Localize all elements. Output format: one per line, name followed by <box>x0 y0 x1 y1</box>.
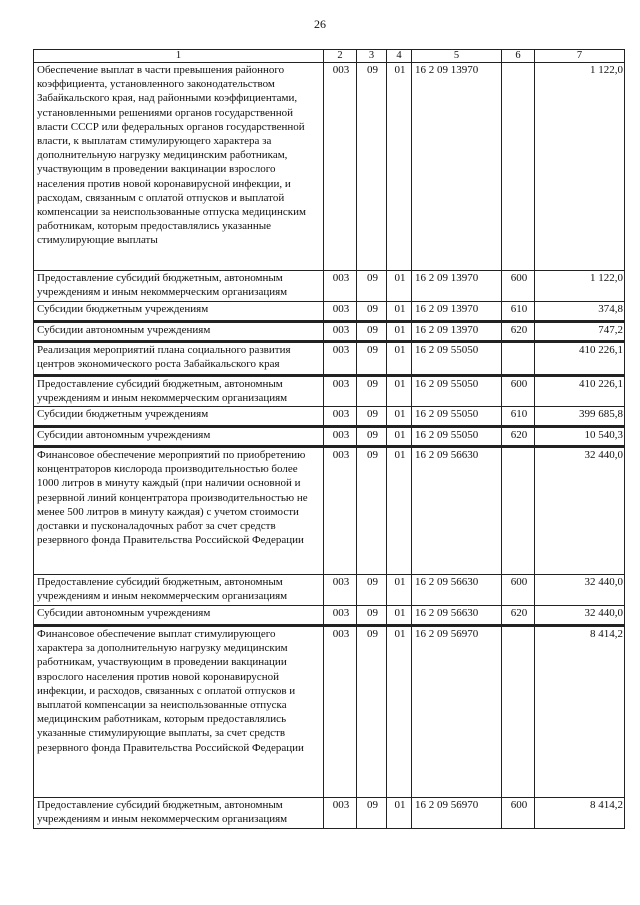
cell-name: Предоставление субсидий бюджетным, автономным учреждениям и иным некоммерческим организациям <box>34 271 324 302</box>
table-row <box>34 606 625 626</box>
budget-table <box>33 49 625 829</box>
table-row <box>34 271 625 302</box>
cell-vr: 610 <box>502 407 535 427</box>
cell-csr: 16 2 09 55050 <box>412 342 502 376</box>
table-row <box>34 427 625 447</box>
header-col-2: 2 <box>324 50 357 63</box>
cell-pr: 01 <box>387 626 412 798</box>
cell-rz: 09 <box>357 798 387 829</box>
cell-pr: 01 <box>387 427 412 447</box>
cell-vr <box>502 626 535 798</box>
cell-sum: 8 414,2 <box>535 798 625 829</box>
table-row <box>34 575 625 606</box>
cell-pr: 01 <box>387 798 412 829</box>
cell-gr: 003 <box>324 376 357 407</box>
cell-rz: 09 <box>357 626 387 798</box>
cell-csr: 16 2 09 13970 <box>412 271 502 302</box>
cell-sum: 410 226,1 <box>535 376 625 407</box>
cell-sum: 399 685,8 <box>535 407 625 427</box>
cell-pr: 01 <box>387 271 412 302</box>
cell-name: Предоставление субсидий бюджетным, автономным учреждениям и иным некоммерческим организациям <box>34 798 324 829</box>
table-row <box>34 407 625 427</box>
cell-csr: 16 2 09 55050 <box>412 407 502 427</box>
cell-sum: 10 540,3 <box>535 427 625 447</box>
cell-sum: 410 226,1 <box>535 342 625 376</box>
cell-rz: 09 <box>357 271 387 302</box>
cell-gr: 003 <box>324 427 357 447</box>
cell-name: Финансовое обеспечение мероприятий по приобретению концентраторов кислорода производительностью более 1000 литров в минуту каждый (при наличии основной и резервной линий концентратора производительностью не менее 500 литров в минуту каждая) с учетом стоимости доставки и пусконаладочных работ за счет средств резервного фонда Правительства Российской Федерации <box>34 447 324 575</box>
cell-sum: 32 440,0 <box>535 606 625 626</box>
cell-csr: 16 2 09 56630 <box>412 447 502 575</box>
cell-rz: 09 <box>357 575 387 606</box>
header-col-5: 5 <box>412 50 502 63</box>
cell-name: Субсидии автономным учреждениям <box>34 606 324 626</box>
cell-rz: 09 <box>357 376 387 407</box>
cell-vr: 620 <box>502 427 535 447</box>
cell-gr: 003 <box>324 322 357 342</box>
cell-csr: 16 2 09 55050 <box>412 427 502 447</box>
page-number: 26 <box>314 17 326 31</box>
cell-pr: 01 <box>387 302 412 322</box>
cell-csr: 16 2 09 13970 <box>412 322 502 342</box>
cell-rz: 09 <box>357 427 387 447</box>
cell-vr <box>502 63 535 271</box>
table-row <box>34 626 625 798</box>
cell-sum: 1 122,0 <box>535 271 625 302</box>
cell-csr: 16 2 09 56970 <box>412 798 502 829</box>
table-row <box>34 798 625 829</box>
cell-gr: 003 <box>324 447 357 575</box>
cell-gr: 003 <box>324 63 357 271</box>
cell-sum: 32 440,0 <box>535 575 625 606</box>
cell-gr: 003 <box>324 342 357 376</box>
cell-gr: 003 <box>324 271 357 302</box>
cell-vr: 600 <box>502 575 535 606</box>
cell-vr: 600 <box>502 271 535 302</box>
cell-name: Обеспечение выплат в части превышения районного коэффициента, установленного законодательством Забайкальского края, над районными коэффициентами, установленными решениями органов государственной власти СССР или федеральных органов государственной власти, к выплатам стимулирующего характера за дополнительную нагрузку медицинским работникам, участвующим в проведении вакцинации взрослого населения против новой коронавирусной инфекции, и расходам, связанным с оплатой отпусков и выплатой компенсации за неиспользованные отпуска медицинским работникам, которым предоставлялись указанные стимулирующие выплаты <box>34 63 324 271</box>
cell-name: Субсидии автономным учреждениям <box>34 322 324 342</box>
cell-gr: 003 <box>324 798 357 829</box>
cell-csr: 16 2 09 13970 <box>412 63 502 271</box>
cell-vr: 620 <box>502 606 535 626</box>
header-col-1: 1 <box>34 50 324 63</box>
header-col-7: 7 <box>535 50 625 63</box>
cell-csr: 16 2 09 56970 <box>412 626 502 798</box>
cell-csr: 16 2 09 56630 <box>412 606 502 626</box>
header-col-6: 6 <box>502 50 535 63</box>
cell-name: Субсидии автономным учреждениям <box>34 427 324 447</box>
table-row <box>34 322 625 342</box>
cell-name: Финансовое обеспечение выплат стимулирующего характера за дополнительную нагрузку медицинским работникам, участвующим в проведении вакцинации взрослого населения против новой коронавирусной инфекции, и расходов, связанных с оплатой отпусков и выплатой компенсации за неиспользованные отпуска медицинским работникам, которым предоставлялись указанные стимулирующие выплаты, за счет средств резервного фонда Правительства Российской Федерации <box>34 626 324 798</box>
cell-vr: 620 <box>502 322 535 342</box>
table-row <box>34 302 625 322</box>
header-col-4: 4 <box>387 50 412 63</box>
cell-rz: 09 <box>357 606 387 626</box>
cell-name: Предоставление субсидий бюджетным, автономным учреждениям и иным некоммерческим организациям <box>34 575 324 606</box>
cell-pr: 01 <box>387 606 412 626</box>
cell-sum: 1 122,0 <box>535 63 625 271</box>
cell-vr: 600 <box>502 376 535 407</box>
cell-csr: 16 2 09 56630 <box>412 575 502 606</box>
cell-gr: 003 <box>324 407 357 427</box>
cell-csr: 16 2 09 55050 <box>412 376 502 407</box>
cell-vr: 600 <box>502 798 535 829</box>
cell-pr: 01 <box>387 376 412 407</box>
table-row <box>34 447 625 575</box>
cell-sum: 8 414,2 <box>535 626 625 798</box>
cell-pr: 01 <box>387 63 412 271</box>
cell-sum: 747,2 <box>535 322 625 342</box>
cell-gr: 003 <box>324 302 357 322</box>
cell-pr: 01 <box>387 447 412 575</box>
cell-sum: 374,8 <box>535 302 625 322</box>
table-row <box>34 342 625 376</box>
cell-pr: 01 <box>387 575 412 606</box>
cell-name: Субсидии бюджетным учреждениям <box>34 302 324 322</box>
cell-gr: 003 <box>324 606 357 626</box>
cell-vr <box>502 447 535 575</box>
cell-rz: 09 <box>357 302 387 322</box>
cell-name: Реализация мероприятий плана социального развития центров экономического роста Забайкальского края <box>34 342 324 376</box>
cell-rz: 09 <box>357 407 387 427</box>
table-row <box>34 63 625 271</box>
header-col-3: 3 <box>357 50 387 63</box>
header-row <box>34 50 625 63</box>
cell-rz: 09 <box>357 342 387 376</box>
cell-name: Субсидии бюджетным учреждениям <box>34 407 324 427</box>
cell-pr: 01 <box>387 407 412 427</box>
cell-csr: 16 2 09 13970 <box>412 302 502 322</box>
cell-vr: 610 <box>502 302 535 322</box>
cell-rz: 09 <box>357 322 387 342</box>
cell-gr: 003 <box>324 575 357 606</box>
cell-gr: 003 <box>324 626 357 798</box>
cell-vr <box>502 342 535 376</box>
cell-rz: 09 <box>357 63 387 271</box>
cell-pr: 01 <box>387 322 412 342</box>
cell-name: Предоставление субсидий бюджетным, автономным учреждениям и иным некоммерческим организациям <box>34 376 324 407</box>
cell-sum: 32 440,0 <box>535 447 625 575</box>
cell-pr: 01 <box>387 342 412 376</box>
table-row <box>34 376 625 407</box>
cell-rz: 09 <box>357 447 387 575</box>
